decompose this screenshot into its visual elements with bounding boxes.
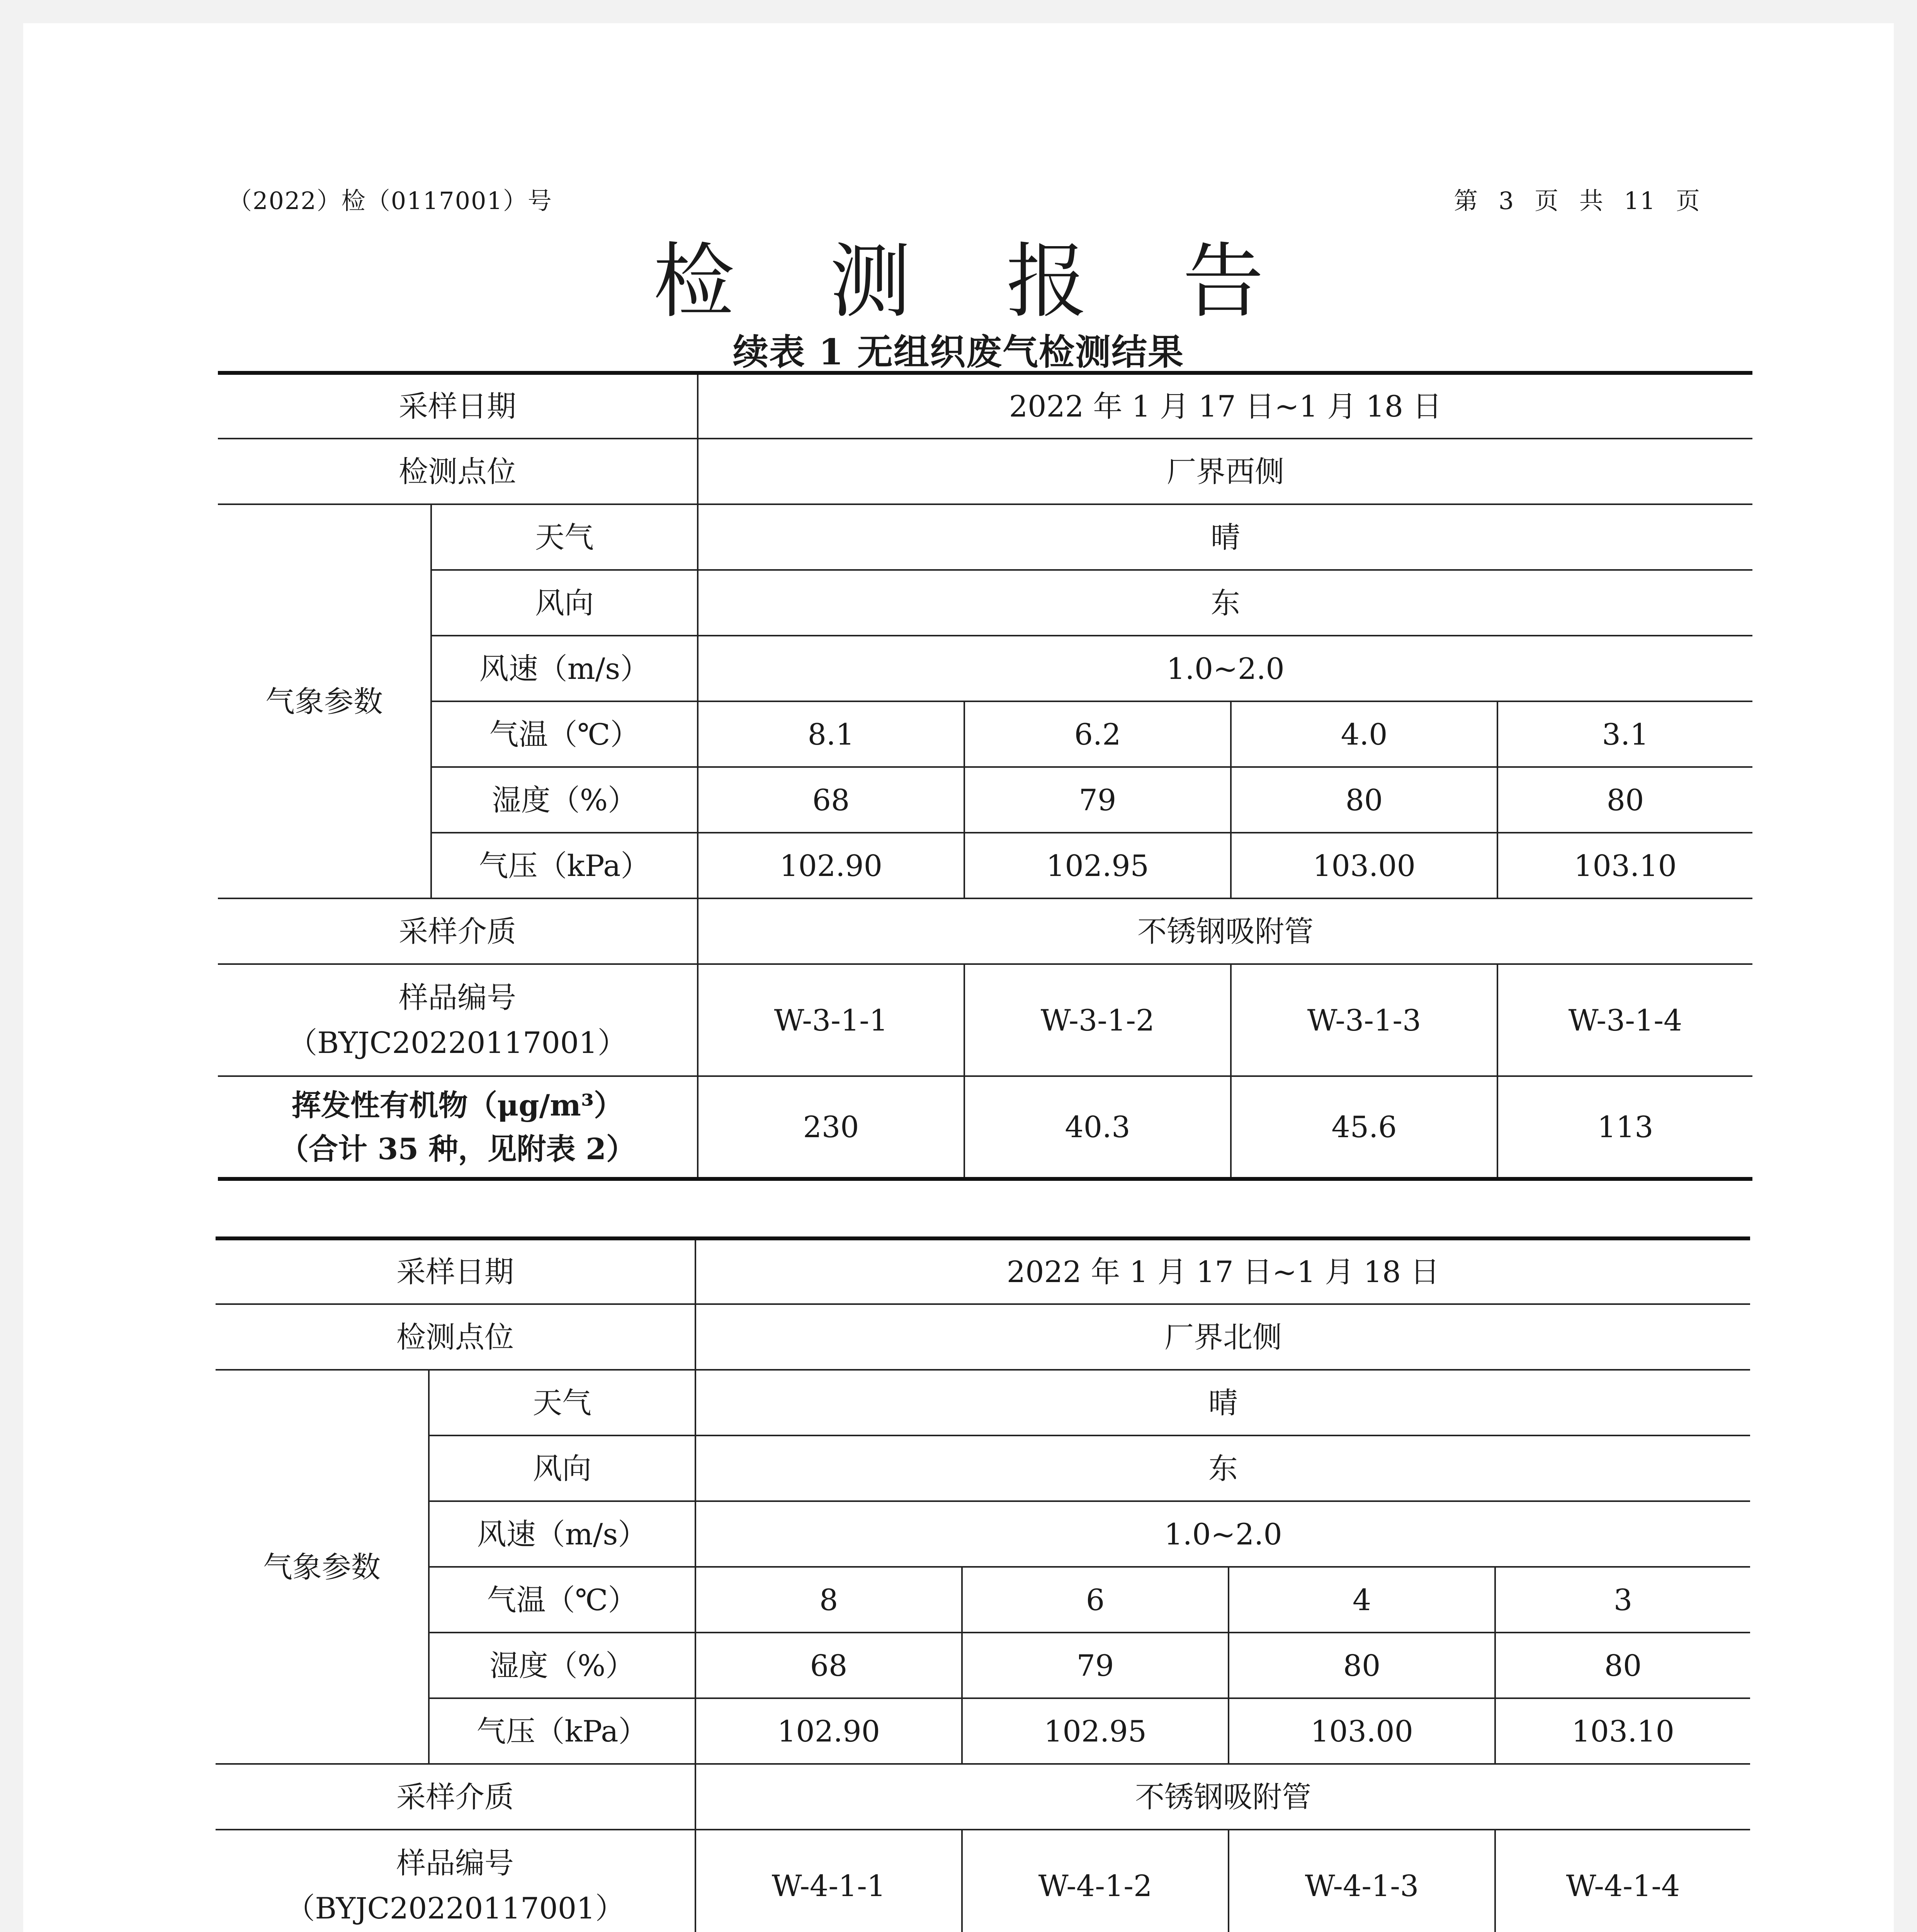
table-row bbox=[216, 1238, 1750, 1304]
temperature-cell: 4 bbox=[1229, 1567, 1495, 1633]
temperature-cell: 4.0 bbox=[1231, 701, 1497, 767]
table-row bbox=[216, 1370, 1750, 1435]
pressure-cell: 102.90 bbox=[698, 833, 964, 898]
table-row bbox=[216, 1567, 1750, 1633]
medium-label: 采样介质 bbox=[218, 898, 698, 964]
medium-value: 不锈钢吸附管 bbox=[698, 898, 1752, 964]
voc-label bbox=[218, 1076, 698, 1179]
table-row bbox=[218, 701, 1752, 767]
table-row bbox=[216, 1830, 1750, 1932]
pressure-cell: 103.00 bbox=[1231, 833, 1497, 898]
temperature-cell: 3.1 bbox=[1497, 701, 1752, 767]
pressure-cell: 102.95 bbox=[964, 833, 1231, 898]
wind-direction-label: 风向 bbox=[429, 1435, 695, 1501]
wind-speed-value: 1.0~2.0 bbox=[695, 1501, 1750, 1567]
weather-value: 晴 bbox=[695, 1370, 1750, 1435]
table-row bbox=[218, 373, 1752, 439]
meteorology-label: 气象参数 bbox=[216, 1370, 429, 1764]
location-label: 检测点位 bbox=[216, 1304, 695, 1370]
temperature-cell: 3 bbox=[1495, 1567, 1750, 1633]
humidity-cell: 68 bbox=[695, 1633, 962, 1698]
sample-batch-code: （BYJC20220117001） bbox=[286, 1891, 625, 1925]
humidity-label: 湿度（%） bbox=[429, 1633, 695, 1698]
table-row bbox=[218, 833, 1752, 898]
sample-id-cell: W-3-1-4 bbox=[1497, 964, 1752, 1076]
sample-id-cell: W-4-1-3 bbox=[1229, 1830, 1495, 1932]
temperature-label: 气温（℃） bbox=[429, 1567, 695, 1633]
temperature-cell: 6 bbox=[962, 1567, 1229, 1633]
pressure-cell: 102.90 bbox=[695, 1698, 962, 1764]
table-row bbox=[218, 504, 1752, 570]
wind-direction-label: 风向 bbox=[431, 570, 698, 636]
weather-value: 晴 bbox=[698, 504, 1752, 570]
medium-value: 不锈钢吸附管 bbox=[695, 1764, 1750, 1830]
pressure-label: 气压（kPa） bbox=[429, 1698, 695, 1764]
temperature-cell: 8.1 bbox=[698, 701, 964, 767]
sampling-date-label: 采样日期 bbox=[216, 1238, 695, 1304]
humidity-cell: 68 bbox=[698, 767, 964, 833]
table-row bbox=[218, 1076, 1752, 1179]
sample-id-cell: W-4-1-2 bbox=[962, 1830, 1229, 1932]
location-value: 厂界西侧 bbox=[698, 439, 1752, 504]
weather-label: 天气 bbox=[431, 504, 698, 570]
voc-label-line1: 挥发性有机物（μg/m³） bbox=[291, 1088, 624, 1122]
sample-number-title: 样品编号 bbox=[399, 980, 516, 1015]
table-row bbox=[216, 1304, 1750, 1370]
table-row bbox=[216, 1764, 1750, 1830]
wind-speed-label: 风速（m/s） bbox=[429, 1501, 695, 1567]
voc-cell: 113 bbox=[1497, 1076, 1752, 1179]
table-row bbox=[216, 1633, 1750, 1698]
results-table-north bbox=[216, 1236, 1750, 1932]
sample-number-label bbox=[216, 1830, 695, 1932]
wind-speed-label: 风速（m/s） bbox=[431, 636, 698, 701]
wind-speed-value: 1.0~2.0 bbox=[698, 636, 1752, 701]
wind-direction-value: 东 bbox=[695, 1435, 1750, 1501]
table-row bbox=[218, 767, 1752, 833]
sampling-date-label: 采样日期 bbox=[218, 373, 698, 439]
humidity-cell: 79 bbox=[964, 767, 1231, 833]
page-title: 检 测 报 告 bbox=[653, 234, 1299, 329]
humidity-cell: 80 bbox=[1495, 1633, 1750, 1698]
table-row bbox=[218, 636, 1752, 701]
location-label: 检测点位 bbox=[218, 439, 698, 504]
humidity-cell: 80 bbox=[1229, 1633, 1495, 1698]
voc-label-line2: （合计 35 种，见附表 2） bbox=[279, 1131, 636, 1166]
humidity-cell: 80 bbox=[1497, 767, 1752, 833]
humidity-cell: 80 bbox=[1231, 767, 1497, 833]
report-number: （2022）检（0117001）号 bbox=[228, 187, 552, 215]
table-row bbox=[216, 1698, 1750, 1764]
sample-number-title: 样品编号 bbox=[396, 1846, 514, 1880]
sample-batch-code: （BYJC20220117001） bbox=[288, 1026, 627, 1060]
sampling-date-value: 2022 年 1 月 17 日~1 月 18 日 bbox=[695, 1238, 1750, 1304]
voc-cell: 45.6 bbox=[1231, 1076, 1497, 1179]
table-row bbox=[216, 1435, 1750, 1501]
humidity-cell: 79 bbox=[962, 1633, 1229, 1698]
pressure-cell: 103.10 bbox=[1497, 833, 1752, 898]
table-row bbox=[218, 964, 1752, 1076]
temperature-cell: 8 bbox=[695, 1567, 962, 1633]
table-row bbox=[218, 898, 1752, 964]
wind-direction-value: 东 bbox=[698, 570, 1752, 636]
page-info: 第 3 页 共 11 页 bbox=[1454, 187, 1701, 215]
location-value: 厂界北侧 bbox=[695, 1304, 1750, 1370]
sampling-date-value: 2022 年 1 月 17 日~1 月 18 日 bbox=[698, 373, 1752, 439]
voc-cell: 230 bbox=[698, 1076, 964, 1179]
pressure-cell: 102.95 bbox=[962, 1698, 1229, 1764]
sample-number-label bbox=[218, 964, 698, 1076]
voc-cell: 40.3 bbox=[964, 1076, 1231, 1179]
temperature-cell: 6.2 bbox=[964, 701, 1231, 767]
pressure-cell: 103.00 bbox=[1229, 1698, 1495, 1764]
medium-label: 采样介质 bbox=[216, 1764, 695, 1830]
table-row bbox=[216, 1501, 1750, 1567]
sample-id-cell: W-4-1-1 bbox=[695, 1830, 962, 1932]
pressure-label: 气压（kPa） bbox=[431, 833, 698, 898]
table-row bbox=[218, 570, 1752, 636]
sample-id-cell: W-4-1-4 bbox=[1495, 1830, 1750, 1932]
weather-label: 天气 bbox=[429, 1370, 695, 1435]
temperature-label: 气温（℃） bbox=[431, 701, 698, 767]
table-caption: 续表 1 无组织废气检测结果 bbox=[732, 331, 1185, 373]
results-table-west bbox=[218, 371, 1752, 1181]
table-row bbox=[218, 439, 1752, 504]
meteorology-label: 气象参数 bbox=[218, 504, 431, 898]
sample-id-cell: W-3-1-1 bbox=[698, 964, 964, 1076]
sample-id-cell: W-3-1-3 bbox=[1231, 964, 1497, 1076]
humidity-label: 湿度（%） bbox=[431, 767, 698, 833]
sample-id-cell: W-3-1-2 bbox=[964, 964, 1231, 1076]
pressure-cell: 103.10 bbox=[1495, 1698, 1750, 1764]
